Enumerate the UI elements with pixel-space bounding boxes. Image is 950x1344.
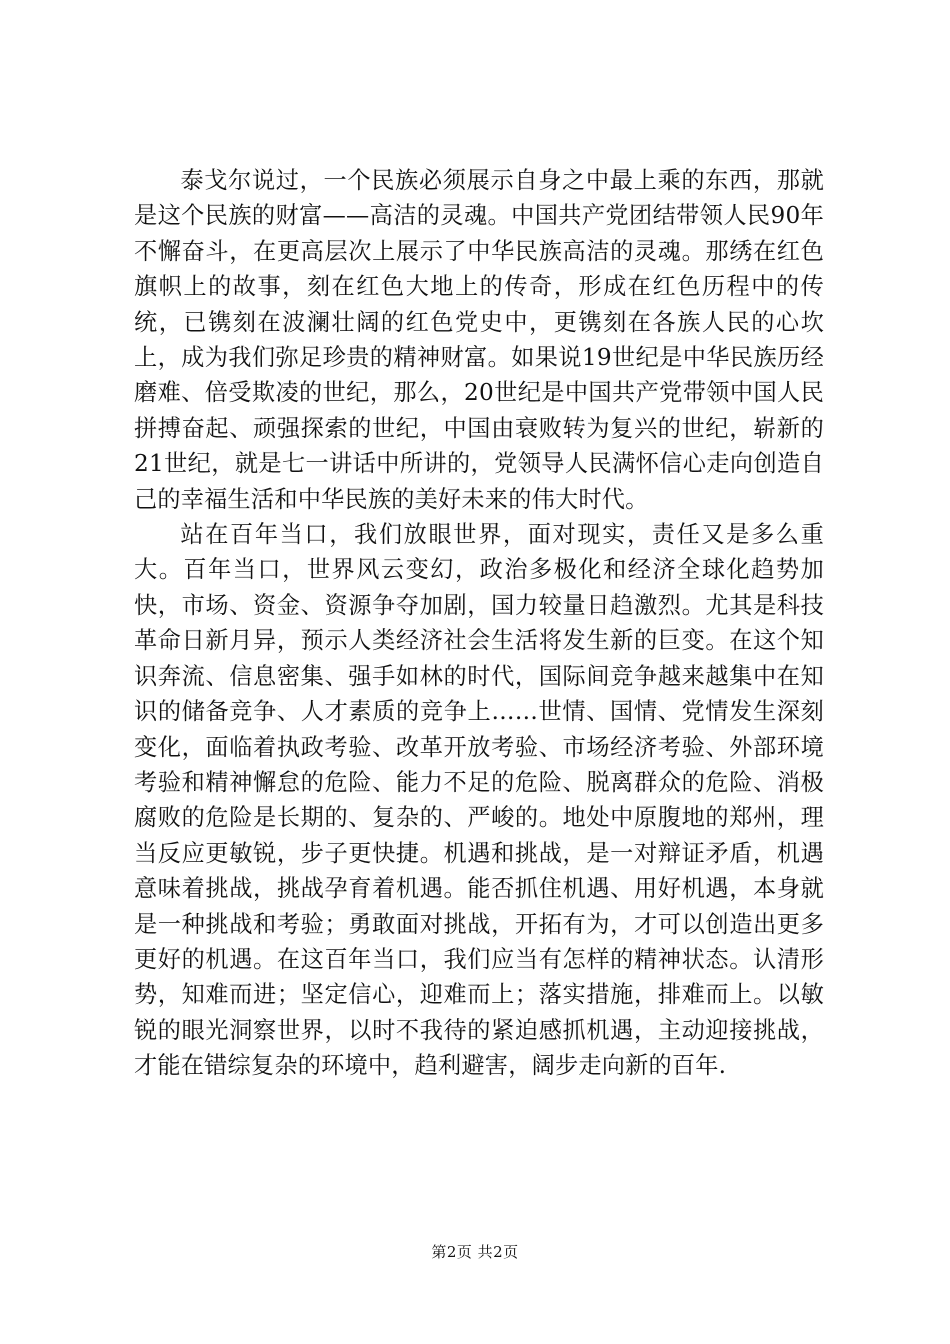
- body-text: [134, 163, 824, 1084]
- paragraph: 泰戈尔说过，一个民族必须展示自身之中最上乘的东西，那就是这个民族的财富——高洁的灵魂。中国共产党团结带领人民90年不懈奋斗，在更高层次上展示了中华民族高洁的灵魂。那绣在红色旗帜上的故事，刻在红色大地上的传奇，形成在红色历程中的传统，已镌刻在波澜壮阔的红色党史中，更镌刻在各族人民的心坎上，成为我们弥足珍贵的精神财富。如果说19世纪是中华民族历经磨难、倍受欺凌的世纪，那么，20世纪是中国共产党带领中国人民拼搏奋起、顽强探索的世纪，中国由衰败转为复兴的世纪，崭新的21世纪，就是七一讲话中所讲的，党领导人民满怀信心走向创造自己的幸福生活和中华民族的美好未来的伟大时代。: [134, 167, 824, 513]
- page-footer: 第2页 共2页: [431, 1243, 519, 1261]
- paragraph: 站在百年当口，我们放眼世界，面对现实，责任又是多么重大。百年当口，世界风云变幻，政治多极化和经济全球化趋势加快，市场、资金、资源争夺加剧，国力较量日趋激烈。尤其是科技革命日新月异，预示人类经济社会生活将发生新的巨变。在这个知识奔流、信息密集、强手如林的时代，国际间竞争越来越集中在知识的储备竞争、人才素质的竞争上……世情、国情、党情发生深刻变化，面临着执政考验、改革开放考验、市场经济考验、外部环境考验和精神懈怠的危险、能力不足的危险、脱离群众的危险、消极腐败的危险是长期的、复杂的、严峻的。地处中原腹地的郑州，理当反应更敏锐，步子更快捷。机遇和挑战，是一对辩证矛盾，机遇意味着挑战，挑战孕育着机遇。能否抓住机遇、用好机遇，本身就是一种挑战和考验；勇敢面对挑战，开拓有为，才可以创造出更多更好的机遇。在这百年当口，我们应当有怎样的精神状态。认清形势，知难而进；坚定信心，迎难而上；落实措施，排难而上。以敏锐的眼光洞察世界，以时不我待的紧迫感抓机遇，主动迎接挑战，才能在错综复杂的环境中，趋利避害，阔步走向新的百年.: [134, 521, 824, 1080]
